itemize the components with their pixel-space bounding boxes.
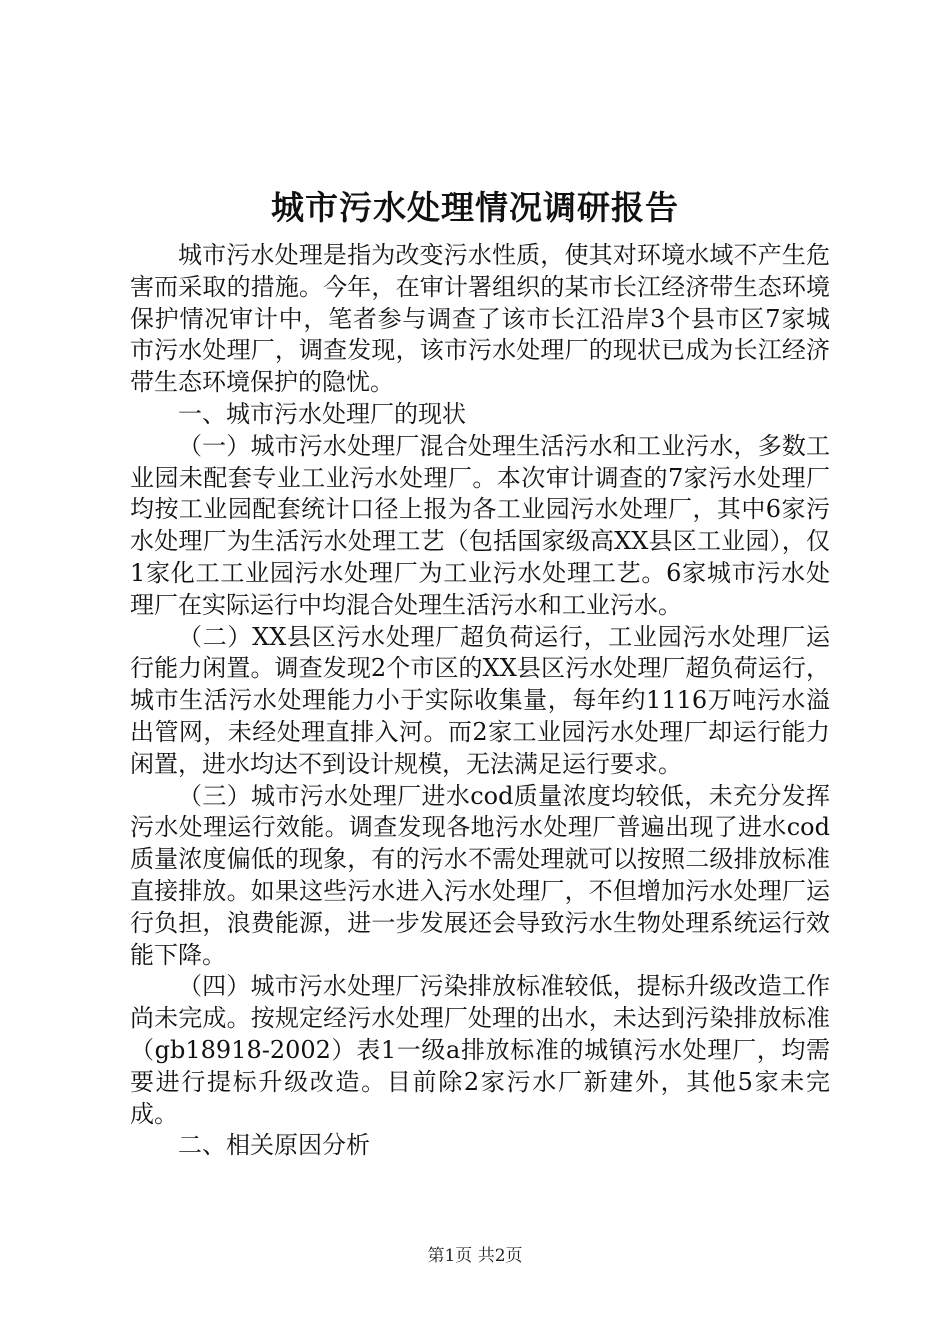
document-title: 城市污水处理情况调研报告 [271, 188, 679, 227]
paragraph-3: （三）城市污水处理厂进水cod质量浓度均较低，未充分发挥污水处理运行效能。调查发现各地污水处理厂普遍出现了进水cod质量浓度偏低的现象，有的污水不需处理就可以按照二级排放标准直接排放。如果这些污水进入污水处理厂，不但增加污水处理厂运行负担，浪费能源，进一步发展还会导致污水生物处理系统运行效能下降。 [130, 781, 830, 969]
section-heading-2: 二、相关原因分析 [178, 1131, 370, 1160]
paragraph-2: （二）XX县区污水处理厂超负荷运行，工业园污水处理厂运行能力闲置。调查发现2个市区的XX县区污水处理厂超负荷运行，城市生活污水处理能力小于实际收集量，每年约1116万吨污水溢出管网，未经处理直排入河。而2家工业园污水处理厂却运行能力闲置，进水均达不到设计规模，无法满足运行要求。 [130, 622, 830, 778]
section-heading-1: 一、城市污水处理厂的现状 [178, 399, 466, 428]
paragraph-1: （一）城市污水处理厂混合处理生活污水和工业污水，多数工业园未配套专业工业污水处理厂。本次审计调查的7家污水处理厂均按工业园配套统计口径上报为各工业园污水处理厂，其中6家污水处理厂为生活污水处理工艺（包括国家级高XX县区工业园），仅1家化工工业园污水处理厂为工业污水处理工艺。6家城市污水处理厂在实际运行中均混合处理生活污水和工业污水。 [130, 431, 830, 619]
page-footer: 第1页 共2页 [427, 1246, 523, 1266]
document-body [130, 240, 830, 1162]
paragraph-4: （四）城市污水处理厂污染排放标准较低，提标升级改造工作尚未完成。按规定经污水处理厂处理的出水，未达到污染排放标准（gb18918-2002）表1一级a排放标准的城镇污水处理厂，均需要进行提标升级改造。目前除2家污水厂新建外，其他5家未完成。 [130, 972, 830, 1128]
intro-paragraph: 城市污水处理是指为改变污水性质，使其对环境水域不产生危害而采取的措施。今年，在审计署组织的某市长江经济带生态环境保护情况审计中，笔者参与调查了该市长江沿岸3个县市区7家城市污水处理厂，调查发现，该市污水处理厂的现状已成为长江经济带生态环境保护的隐忧。 [130, 241, 830, 397]
